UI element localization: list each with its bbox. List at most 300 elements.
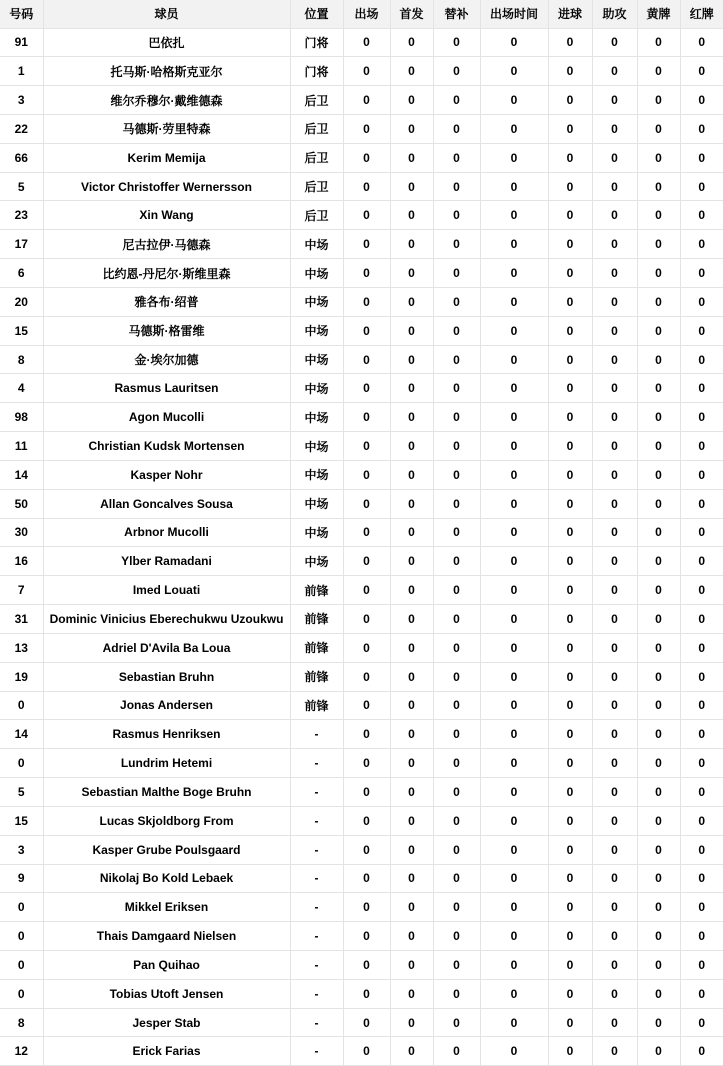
cell-substitute: 0 xyxy=(433,374,480,403)
cell-number: 14 xyxy=(0,720,43,749)
cell-player: 马德斯·格雷维 xyxy=(43,316,290,345)
cell-minutes: 0 xyxy=(480,259,548,288)
cell-position: - xyxy=(290,951,343,980)
cell-red-cards: 0 xyxy=(680,287,723,316)
cell-goals: 0 xyxy=(548,86,592,115)
cell-red-cards: 0 xyxy=(680,316,723,345)
cell-starts: 0 xyxy=(390,114,433,143)
cell-substitute: 0 xyxy=(433,605,480,634)
table-row xyxy=(0,114,723,143)
cell-minutes: 0 xyxy=(480,1008,548,1037)
cell-starts: 0 xyxy=(390,806,433,835)
table-row xyxy=(0,576,723,605)
table-row xyxy=(0,720,723,749)
cell-appearances: 0 xyxy=(343,172,390,201)
table-row xyxy=(0,403,723,432)
cell-assists: 0 xyxy=(592,518,637,547)
table-row xyxy=(0,749,723,778)
cell-number: 5 xyxy=(0,172,43,201)
cell-appearances: 0 xyxy=(343,778,390,807)
cell-position: - xyxy=(290,778,343,807)
cell-minutes: 0 xyxy=(480,691,548,720)
cell-player: Sebastian Malthe Boge Bruhn xyxy=(43,778,290,807)
cell-starts: 0 xyxy=(390,86,433,115)
table-row xyxy=(0,230,723,259)
cell-minutes: 0 xyxy=(480,230,548,259)
cell-yellow-cards: 0 xyxy=(637,806,680,835)
cell-goals: 0 xyxy=(548,806,592,835)
column-header-minutes: 出场时间 xyxy=(480,0,548,28)
cell-red-cards: 0 xyxy=(680,979,723,1008)
cell-goals: 0 xyxy=(548,1037,592,1066)
cell-position: - xyxy=(290,749,343,778)
cell-appearances: 0 xyxy=(343,806,390,835)
cell-assists: 0 xyxy=(592,143,637,172)
cell-player: Lundrim Hetemi xyxy=(43,749,290,778)
cell-substitute: 0 xyxy=(433,86,480,115)
cell-red-cards: 0 xyxy=(680,576,723,605)
column-header-player: 球员 xyxy=(43,0,290,28)
cell-minutes: 0 xyxy=(480,172,548,201)
cell-yellow-cards: 0 xyxy=(637,720,680,749)
cell-yellow-cards: 0 xyxy=(637,143,680,172)
cell-substitute: 0 xyxy=(433,57,480,86)
cell-starts: 0 xyxy=(390,1008,433,1037)
cell-number: 23 xyxy=(0,201,43,230)
cell-goals: 0 xyxy=(548,345,592,374)
cell-substitute: 0 xyxy=(433,1037,480,1066)
cell-appearances: 0 xyxy=(343,662,390,691)
cell-player: Jonas Andersen xyxy=(43,691,290,720)
cell-number: 11 xyxy=(0,432,43,461)
cell-goals: 0 xyxy=(548,259,592,288)
cell-minutes: 0 xyxy=(480,403,548,432)
table-row xyxy=(0,547,723,576)
cell-appearances: 0 xyxy=(343,605,390,634)
cell-assists: 0 xyxy=(592,374,637,403)
cell-goals: 0 xyxy=(548,691,592,720)
cell-player: Thais Damgaard Nielsen xyxy=(43,922,290,951)
cell-player: 雅各布·绍普 xyxy=(43,287,290,316)
cell-minutes: 0 xyxy=(480,576,548,605)
cell-yellow-cards: 0 xyxy=(637,374,680,403)
cell-red-cards: 0 xyxy=(680,749,723,778)
cell-red-cards: 0 xyxy=(680,605,723,634)
table-row xyxy=(0,57,723,86)
cell-substitute: 0 xyxy=(433,489,480,518)
cell-minutes: 0 xyxy=(480,806,548,835)
cell-minutes: 0 xyxy=(480,864,548,893)
cell-player: Christian Kudsk Mortensen xyxy=(43,432,290,461)
cell-number: 15 xyxy=(0,806,43,835)
cell-position: 后卫 xyxy=(290,114,343,143)
cell-appearances: 0 xyxy=(343,893,390,922)
cell-position: - xyxy=(290,720,343,749)
cell-yellow-cards: 0 xyxy=(637,778,680,807)
table-row xyxy=(0,893,723,922)
cell-starts: 0 xyxy=(390,576,433,605)
cell-assists: 0 xyxy=(592,662,637,691)
cell-appearances: 0 xyxy=(343,460,390,489)
cell-yellow-cards: 0 xyxy=(637,114,680,143)
cell-player: Kasper Grube Poulsgaard xyxy=(43,835,290,864)
cell-appearances: 0 xyxy=(343,864,390,893)
table-row xyxy=(0,835,723,864)
cell-red-cards: 0 xyxy=(680,432,723,461)
cell-substitute: 0 xyxy=(433,893,480,922)
cell-red-cards: 0 xyxy=(680,633,723,662)
column-header-yellow-cards: 黄牌 xyxy=(637,0,680,28)
cell-number: 7 xyxy=(0,576,43,605)
header-row xyxy=(0,0,723,28)
cell-yellow-cards: 0 xyxy=(637,345,680,374)
cell-substitute: 0 xyxy=(433,316,480,345)
cell-assists: 0 xyxy=(592,316,637,345)
cell-substitute: 0 xyxy=(433,172,480,201)
cell-number: 31 xyxy=(0,605,43,634)
cell-assists: 0 xyxy=(592,345,637,374)
cell-position: - xyxy=(290,1037,343,1066)
cell-assists: 0 xyxy=(592,86,637,115)
cell-position: 中场 xyxy=(290,547,343,576)
cell-yellow-cards: 0 xyxy=(637,460,680,489)
cell-yellow-cards: 0 xyxy=(637,230,680,259)
cell-substitute: 0 xyxy=(433,547,480,576)
cell-substitute: 0 xyxy=(433,403,480,432)
cell-substitute: 0 xyxy=(433,951,480,980)
cell-player: Imed Louati xyxy=(43,576,290,605)
cell-substitute: 0 xyxy=(433,345,480,374)
cell-appearances: 0 xyxy=(343,691,390,720)
cell-assists: 0 xyxy=(592,979,637,1008)
cell-red-cards: 0 xyxy=(680,951,723,980)
cell-minutes: 0 xyxy=(480,316,548,345)
cell-red-cards: 0 xyxy=(680,547,723,576)
cell-yellow-cards: 0 xyxy=(637,835,680,864)
cell-assists: 0 xyxy=(592,1037,637,1066)
cell-assists: 0 xyxy=(592,893,637,922)
cell-minutes: 0 xyxy=(480,605,548,634)
cell-player: Adriel D'Avila Ba Loua xyxy=(43,633,290,662)
cell-substitute: 0 xyxy=(433,835,480,864)
cell-goals: 0 xyxy=(548,922,592,951)
cell-appearances: 0 xyxy=(343,489,390,518)
cell-player: 尼古拉伊·马德森 xyxy=(43,230,290,259)
cell-red-cards: 0 xyxy=(680,893,723,922)
cell-starts: 0 xyxy=(390,951,433,980)
cell-player: Tobias Utoft Jensen xyxy=(43,979,290,1008)
table-row xyxy=(0,806,723,835)
cell-position: - xyxy=(290,1008,343,1037)
cell-player: Victor Christoffer Wernersson xyxy=(43,172,290,201)
cell-substitute: 0 xyxy=(433,720,480,749)
cell-goals: 0 xyxy=(548,576,592,605)
cell-assists: 0 xyxy=(592,720,637,749)
cell-starts: 0 xyxy=(390,345,433,374)
cell-player: 维尔乔穆尔·戴维德森 xyxy=(43,86,290,115)
table-header xyxy=(0,0,723,28)
column-header-assists: 助攻 xyxy=(592,0,637,28)
cell-player: Pan Quihao xyxy=(43,951,290,980)
cell-position: 中场 xyxy=(290,460,343,489)
cell-goals: 0 xyxy=(548,518,592,547)
cell-starts: 0 xyxy=(390,201,433,230)
cell-number: 16 xyxy=(0,547,43,576)
cell-assists: 0 xyxy=(592,576,637,605)
cell-substitute: 0 xyxy=(433,143,480,172)
cell-starts: 0 xyxy=(390,316,433,345)
cell-minutes: 0 xyxy=(480,518,548,547)
cell-starts: 0 xyxy=(390,662,433,691)
cell-number: 0 xyxy=(0,922,43,951)
table-row xyxy=(0,143,723,172)
table-row xyxy=(0,979,723,1008)
cell-yellow-cards: 0 xyxy=(637,749,680,778)
cell-minutes: 0 xyxy=(480,922,548,951)
cell-goals: 0 xyxy=(548,605,592,634)
cell-position: 前锋 xyxy=(290,633,343,662)
cell-assists: 0 xyxy=(592,57,637,86)
cell-minutes: 0 xyxy=(480,432,548,461)
cell-substitute: 0 xyxy=(433,201,480,230)
table-row xyxy=(0,86,723,115)
cell-player: 马德斯·劳里特森 xyxy=(43,114,290,143)
cell-goals: 0 xyxy=(548,432,592,461)
cell-starts: 0 xyxy=(390,835,433,864)
cell-yellow-cards: 0 xyxy=(637,201,680,230)
cell-starts: 0 xyxy=(390,922,433,951)
cell-assists: 0 xyxy=(592,489,637,518)
cell-position: 后卫 xyxy=(290,143,343,172)
cell-red-cards: 0 xyxy=(680,806,723,835)
cell-yellow-cards: 0 xyxy=(637,951,680,980)
cell-minutes: 0 xyxy=(480,893,548,922)
cell-red-cards: 0 xyxy=(680,57,723,86)
cell-minutes: 0 xyxy=(480,143,548,172)
cell-player: Mikkel Eriksen xyxy=(43,893,290,922)
cell-number: 66 xyxy=(0,143,43,172)
cell-minutes: 0 xyxy=(480,1037,548,1066)
cell-number: 1 xyxy=(0,57,43,86)
cell-starts: 0 xyxy=(390,403,433,432)
cell-substitute: 0 xyxy=(433,287,480,316)
cell-player: 比约恩-丹尼尔·斯维里森 xyxy=(43,259,290,288)
table-row xyxy=(0,316,723,345)
cell-player: Lucas Skjoldborg From xyxy=(43,806,290,835)
table-row xyxy=(0,345,723,374)
cell-minutes: 0 xyxy=(480,28,548,57)
cell-goals: 0 xyxy=(548,893,592,922)
cell-number: 17 xyxy=(0,230,43,259)
cell-player: Rasmus Henriksen xyxy=(43,720,290,749)
cell-red-cards: 0 xyxy=(680,1008,723,1037)
cell-minutes: 0 xyxy=(480,633,548,662)
cell-substitute: 0 xyxy=(433,28,480,57)
cell-position: 中场 xyxy=(290,345,343,374)
cell-assists: 0 xyxy=(592,1008,637,1037)
cell-goals: 0 xyxy=(548,547,592,576)
cell-minutes: 0 xyxy=(480,951,548,980)
cell-position: 中场 xyxy=(290,287,343,316)
cell-yellow-cards: 0 xyxy=(637,287,680,316)
cell-appearances: 0 xyxy=(343,287,390,316)
cell-goals: 0 xyxy=(548,172,592,201)
cell-starts: 0 xyxy=(390,749,433,778)
cell-goals: 0 xyxy=(548,778,592,807)
cell-position: 前锋 xyxy=(290,605,343,634)
cell-position: 中场 xyxy=(290,316,343,345)
table-row xyxy=(0,287,723,316)
cell-assists: 0 xyxy=(592,114,637,143)
cell-assists: 0 xyxy=(592,922,637,951)
table-row xyxy=(0,605,723,634)
cell-assists: 0 xyxy=(592,951,637,980)
cell-starts: 0 xyxy=(390,720,433,749)
column-header-goals: 进球 xyxy=(548,0,592,28)
cell-yellow-cards: 0 xyxy=(637,547,680,576)
cell-position: - xyxy=(290,864,343,893)
cell-goals: 0 xyxy=(548,57,592,86)
cell-substitute: 0 xyxy=(433,691,480,720)
cell-red-cards: 0 xyxy=(680,691,723,720)
table-row xyxy=(0,172,723,201)
table-row xyxy=(0,864,723,893)
cell-yellow-cards: 0 xyxy=(637,605,680,634)
cell-player: 托马斯·哈格斯克亚尔 xyxy=(43,57,290,86)
cell-assists: 0 xyxy=(592,633,637,662)
cell-appearances: 0 xyxy=(343,835,390,864)
cell-substitute: 0 xyxy=(433,633,480,662)
cell-red-cards: 0 xyxy=(680,662,723,691)
cell-number: 19 xyxy=(0,662,43,691)
cell-minutes: 0 xyxy=(480,979,548,1008)
cell-starts: 0 xyxy=(390,778,433,807)
cell-number: 15 xyxy=(0,316,43,345)
cell-position: 前锋 xyxy=(290,576,343,605)
cell-red-cards: 0 xyxy=(680,114,723,143)
cell-number: 3 xyxy=(0,835,43,864)
cell-red-cards: 0 xyxy=(680,835,723,864)
cell-yellow-cards: 0 xyxy=(637,633,680,662)
table-row xyxy=(0,489,723,518)
cell-player: Kerim Memija xyxy=(43,143,290,172)
cell-player: Erick Farias xyxy=(43,1037,290,1066)
cell-player: Allan Goncalves Sousa xyxy=(43,489,290,518)
cell-starts: 0 xyxy=(390,633,433,662)
cell-minutes: 0 xyxy=(480,374,548,403)
cell-position: - xyxy=(290,922,343,951)
cell-assists: 0 xyxy=(592,806,637,835)
cell-appearances: 0 xyxy=(343,201,390,230)
cell-player: Arbnor Mucolli xyxy=(43,518,290,547)
cell-starts: 0 xyxy=(390,230,433,259)
cell-red-cards: 0 xyxy=(680,86,723,115)
cell-yellow-cards: 0 xyxy=(637,662,680,691)
cell-yellow-cards: 0 xyxy=(637,518,680,547)
cell-goals: 0 xyxy=(548,662,592,691)
cell-appearances: 0 xyxy=(343,720,390,749)
cell-appearances: 0 xyxy=(343,951,390,980)
cell-starts: 0 xyxy=(390,460,433,489)
table-row xyxy=(0,259,723,288)
cell-yellow-cards: 0 xyxy=(637,1037,680,1066)
cell-goals: 0 xyxy=(548,287,592,316)
table-row xyxy=(0,1037,723,1066)
cell-number: 6 xyxy=(0,259,43,288)
cell-number: 91 xyxy=(0,28,43,57)
table-row xyxy=(0,778,723,807)
cell-assists: 0 xyxy=(592,172,637,201)
cell-number: 50 xyxy=(0,489,43,518)
cell-appearances: 0 xyxy=(343,576,390,605)
cell-assists: 0 xyxy=(592,691,637,720)
cell-substitute: 0 xyxy=(433,576,480,605)
cell-starts: 0 xyxy=(390,518,433,547)
cell-number: 0 xyxy=(0,951,43,980)
cell-substitute: 0 xyxy=(433,864,480,893)
cell-appearances: 0 xyxy=(343,345,390,374)
cell-yellow-cards: 0 xyxy=(637,864,680,893)
cell-position: 中场 xyxy=(290,403,343,432)
cell-assists: 0 xyxy=(592,28,637,57)
cell-assists: 0 xyxy=(592,230,637,259)
cell-yellow-cards: 0 xyxy=(637,1008,680,1037)
cell-position: 门将 xyxy=(290,57,343,86)
table-row xyxy=(0,951,723,980)
cell-starts: 0 xyxy=(390,893,433,922)
cell-number: 8 xyxy=(0,1008,43,1037)
cell-appearances: 0 xyxy=(343,633,390,662)
cell-starts: 0 xyxy=(390,605,433,634)
cell-minutes: 0 xyxy=(480,57,548,86)
cell-substitute: 0 xyxy=(433,922,480,951)
cell-appearances: 0 xyxy=(343,432,390,461)
cell-player: 金·埃尔加德 xyxy=(43,345,290,374)
table-row xyxy=(0,691,723,720)
table-row xyxy=(0,518,723,547)
cell-goals: 0 xyxy=(548,1008,592,1037)
cell-player: Ylber Ramadani xyxy=(43,547,290,576)
cell-substitute: 0 xyxy=(433,460,480,489)
cell-minutes: 0 xyxy=(480,86,548,115)
cell-red-cards: 0 xyxy=(680,143,723,172)
cell-number: 98 xyxy=(0,403,43,432)
cell-red-cards: 0 xyxy=(680,345,723,374)
cell-goals: 0 xyxy=(548,633,592,662)
table-row xyxy=(0,922,723,951)
cell-appearances: 0 xyxy=(343,1037,390,1066)
cell-player: Kasper Nohr xyxy=(43,460,290,489)
cell-goals: 0 xyxy=(548,201,592,230)
cell-number: 8 xyxy=(0,345,43,374)
cell-position: 中场 xyxy=(290,518,343,547)
cell-substitute: 0 xyxy=(433,1008,480,1037)
cell-number: 0 xyxy=(0,979,43,1008)
cell-yellow-cards: 0 xyxy=(637,172,680,201)
cell-substitute: 0 xyxy=(433,662,480,691)
cell-red-cards: 0 xyxy=(680,864,723,893)
column-header-number: 号码 xyxy=(0,0,43,28)
cell-goals: 0 xyxy=(548,749,592,778)
cell-minutes: 0 xyxy=(480,547,548,576)
cell-position: - xyxy=(290,893,343,922)
cell-goals: 0 xyxy=(548,316,592,345)
cell-red-cards: 0 xyxy=(680,922,723,951)
table-body xyxy=(0,28,723,1066)
cell-assists: 0 xyxy=(592,547,637,576)
cell-minutes: 0 xyxy=(480,489,548,518)
cell-goals: 0 xyxy=(548,720,592,749)
